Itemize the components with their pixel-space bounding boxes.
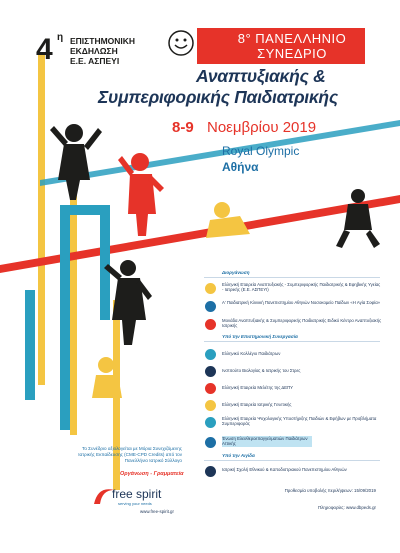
free-spirit-logo [88, 482, 178, 508]
logo-name: free spirit [112, 487, 162, 501]
badge-line3: Ε.Ε. ΑΣΠΕΥΙ [70, 56, 120, 66]
aspeyi-logo-icon [205, 283, 216, 294]
stress-institute-logo-icon [205, 366, 216, 377]
teal-frame-2 [25, 290, 35, 400]
congress-line2: ΣΥΝΕΔΡΙΟ [257, 46, 327, 61]
college-logo-icon [205, 349, 216, 360]
divider [204, 341, 380, 342]
organizer-3: Μονάδα Αναπτυξιακής & Συμπεριφορικής Παιδιατρικής Ειδικό Κέντρο Αναπτυξιακής Ιατρικής [222, 318, 382, 329]
cme-note: Το Συνέδριο αξιολογείται με Μόρια Συνεχιζόμενης Ιατρικής Εκπαίδευσης (CME-CPD Credits) από τον Πανελλήνιο Ιατρικό Σύλλογο [78, 446, 182, 463]
pediatricians-union-logo-icon [205, 437, 216, 448]
auspice-1: Ιατρική Σχολή Εθνικού & Καποδιστριακού Πανεπιστημίου Αθηνών [222, 467, 347, 472]
collaborator-4: Ελληνική Εταιρεία Ιατρικής Γενετικής [222, 402, 292, 407]
title-line2: Συμπεριφορικής Παιδιατρικής [98, 87, 338, 107]
date-month-year: Νοεμβρίου 2019 [207, 119, 317, 136]
medical-school-seal-icon [205, 466, 216, 477]
collaborator-2: Ινστιτούτο Βιολογίας & Ιατρικής του Στρες [222, 368, 301, 373]
logo-url[interactable]: www.free-spirit.gr [140, 509, 174, 514]
auspices-heading: Υπό την Αιγίδα [222, 453, 255, 458]
venue: Royal Olympic [222, 144, 300, 158]
logo-tagline: serving your needs [118, 501, 152, 506]
organizer-1: Ελληνική Εταιρεία Αναπτυξιακής - Συμπεριφορικής Παιδιατρικής & Εφηβικής Υγείας - Ιατρικής (Ε.Ε. ΑΣΠΕΥΙ) [222, 282, 381, 293]
adhd-society-logo-icon [205, 383, 216, 394]
badge-line1: ΕΠΙΣΤΗΜΟΝΙΚΗ [70, 36, 136, 46]
organizer-2: Α' Παιδιατρική Κλινική Πανεπιστημίου Αθηνών Νοσοκομείο Παίδων «Η Αγία Σοφία» [222, 300, 381, 305]
genetics-logo-icon [205, 400, 216, 411]
congress-line1: 8° ΠΑΝΕΛΛΗΝΙΟ [237, 31, 347, 46]
info-link[interactable]: Πληροφορίες: www.dbpeds.gr [317, 505, 376, 510]
smiley-icon [168, 30, 194, 56]
badge-line2: ΕΚΔΗΛΩΣΗ [70, 46, 118, 56]
unit-logo-icon [205, 319, 216, 330]
city: Αθήνα [222, 160, 259, 174]
collaborator-6: Ένωση Ελευθεροεπαγγελματιών Παιδιάτρων Αττικής [222, 436, 312, 447]
organization-label: Οργάνωση - Γραμματεία [120, 471, 184, 477]
child-silhouette-right [336, 189, 380, 248]
swoosh-icon [94, 489, 114, 504]
divider [204, 460, 380, 461]
organizers-heading: Διοργάνωση [222, 270, 250, 275]
yellow-band-mid [70, 185, 77, 435]
event-badge [70, 36, 170, 66]
collab-heading: Υπό την Επιστημονική Συνεργασία [222, 334, 298, 339]
badge-number: 4 [36, 33, 53, 66]
divider [204, 277, 380, 278]
abstract-deadline: Προθεσμία υποβολής περιλήψεων: 15/09/2019 [284, 488, 376, 493]
date-days: 8-9 [172, 119, 194, 136]
collaborator-5: Ελληνική Εταιρεία Ψυχολογικής Υποστήριξης Παιδιών & Εφήβων με Προβλήματα Συμπεριφοράς [222, 416, 377, 427]
title-line1: Αναπτυξιακής & [196, 66, 326, 86]
badge-superscript: η [57, 32, 64, 43]
collaborator-3: Ελληνική Εταιρεία Μελέτης της ΔΕΠΥ [222, 385, 294, 390]
collaborator-1: Ελληνικό Κολλέγιο Παιδιάτρων [222, 351, 281, 356]
psych-support-logo-icon [205, 417, 216, 428]
yellow-band-left [38, 55, 45, 385]
university-seal-icon [205, 301, 216, 312]
